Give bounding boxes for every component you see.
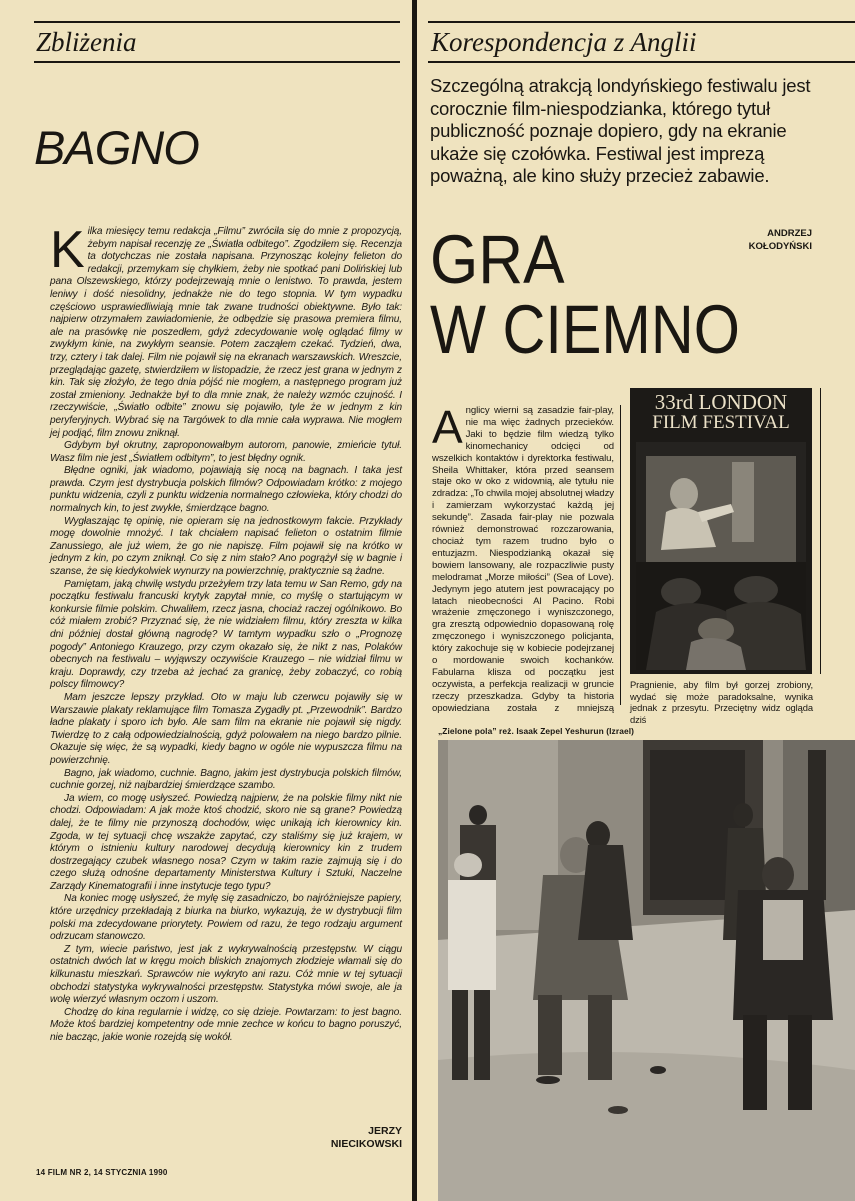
bagno-paragraph: Gdybym był okrutny, zaproponowałbym autorom, panowie, zmieńcie tytuł. Wasz film nie jest „Światłem odbitym”, to jest błędny ognik. [50, 440, 402, 464]
poster-title-line2: FILM FESTIVAL [652, 412, 790, 433]
bagno-paragraph: Z tym, wiecie państwo, jest jak z wykrywalnością przestępstw. W ciągu ostatnich dwóch lat w kręgu moich bliskich znajomych złodzieje włamali się do kilkunastu mieszkań. Sprawców nie wykryto ani razu. Cóż mnie w tej sytuacji obchodzi statystyka wykrywalności przestępstw. Statystyka mówi swoje, ale ja wolę wierzyć własnym oczom i uszom. [50, 943, 402, 1006]
bagno-paragraph: Bagno, jak wiadomo, cuchnie. Bagno, jakim jest dystrybucja polskich filmów, cuchnie gorzej, niż najbardziej śmierdzące szambo. [50, 767, 402, 792]
poster-right-rule [820, 388, 821, 674]
bagno-paragraph: Na koniec mogę usłyszeć, że mylę się zasadniczo, bo najróżniejsze papiery, które urzędnicy przekładają z biurka na biurko, wykazują, że w dystrybucji film polski ma zdecydowane priorytety. Powiem od razu, że tego rodzaju argument odrzucam stanowczo. [50, 893, 402, 943]
gra-author [690, 228, 812, 253]
gra-headline-line1: GRA [430, 221, 565, 298]
bagno-article-body [50, 221, 402, 1114]
zielone-pola-photo [438, 740, 855, 1201]
bagno-paragraph-1 [50, 221, 402, 440]
right-section-rule [428, 61, 855, 63]
photo-scene [438, 740, 855, 1201]
gra-column-rule [620, 405, 621, 705]
bagno-paragraph: Wygłaszając tę opinię, nie opieram się na jednostkowym fakcie. Przykłady mogę dowolnie mnożyć. I tak chciałem napisać felieton o ostatnim filmie Zanussiego, ale już wiem, że go nie napiszę. Film pojawił się na krótko w jednym z kin, po czym zniknął. Co się z nim stało? Ano pogrążył się w bagnie i szanse, że się kiedykolwiek wynurzy na powierzchnię, praktycznie są żadne. [50, 515, 402, 578]
gra-article-body [432, 405, 614, 713]
gra-body-text: nglicy wierni są zasadzie fair-play, nie ma więc żadnych przecieków. Jaki to będzie film wiedzą tylko kinomechanicy odcięci od wszelkich kontaktów i dyrektorka festiwalu, Sheila Whittaker, która przed seansem staje oko w oko z widownią, ale tytułu nie zdradza: „To chwila mojej absolutnej władzy i zamierzam wykorzystać każdą jej sekundę”. Zasada fair-play nie pozwala również demonstrować rozczarowania, chociaż tym razem trudno było o entuzjazm. Niespodzianką okazał się bowiem lansowany, ale rozpaczliwie pusty melodramat „Morze miłości” (Sea of Love). Jedynym jego atutem jest powracający po latach nieobecności Al Pacino. Robi wrażenie zmęczonego i wyniszczonego, gra zresztą odpowiednio dopasowaną rolę zmęczonego i wyniszczonego policjanta, który zakochuje się w kobiecie podejrzanej o mordowanie swoich kochanków. Fabularna klisza od początku jest oczywista, a perfekcja realizacji w gruncie rzeczy przeszkadza. Gdyby ta historia opowiedziana została z mniejszą [432, 405, 614, 713]
left-section-title: Zbliżenia [36, 27, 137, 57]
poster-illustration [636, 442, 806, 670]
bagno-headline: BAGNO [34, 121, 199, 174]
column-divider [412, 0, 417, 1201]
bagno-paragraph: Błędne ogniki, jak wiadomo, pojawiają się nocą na bagnach. I taka jest prawda. Czym jest dystrybucja polskich filmów? Odpowiadam krótko: z mojego punktu widzenia, czyli z punktu widzenia normalnego człowieka, który chodzi do normalnych kin, to jest zwykłe, śmierdzące bagno. [50, 465, 402, 515]
gra-author-first: ANDRZEJ [767, 228, 812, 239]
gra-lede: Szczególną atrakcją londyńskiego festiwalu jest corocznie film-niespodzianka, którego tytuł publiczność poznaje dopiero, gdy na ekranie ukaże się czołówka. Festiwal jest imprezą poważną, ale kino służy przecież zabawie. [430, 75, 811, 186]
left-section-rule [34, 61, 400, 63]
gra-author-last: KOŁODYŃSKI [748, 240, 812, 252]
bagno-author [250, 1125, 402, 1151]
photo-caption: „Zielone pola” reż. Isaak Zepel Yeshurun (Izrael) [438, 726, 635, 736]
bagno-paragraph: Mam jeszcze lepszy przykład. Oto w maju lub czerwcu pojawiły się w Warszawie plakaty reklamujące film Tomasza Zygadły pt. „Przewodnik”. Bardzo ładne plakaty i sporo ich było. Ale sam film na ekranie nie pojawił się nigdy. Twierdzę to z całą odpowiedzialnością, gdyż polowałem na niego bardzo pilnie. Okazuje się więc, że są wypadki, kiedy bagno w ogóle nie wypuszcza filmu na powierzchnię. [50, 691, 402, 766]
bagno-dropcap: K [50, 221, 85, 279]
bagno-author-first: JERZY [368, 1125, 402, 1137]
poster-title-line1: 33rd LONDON [654, 390, 788, 414]
gra-dropcap: A [432, 405, 463, 453]
bagno-paragraph: Chodzę do kina regularnie i widzę, co się dzieje. Powtarzam: to jest bagno. Może ktoś bardziej kompetentny ode mnie zechce w końcu to bagno poruszyć, nie bacząc, jakie wonie rozejdą się wokół. [50, 1006, 402, 1043]
gra-headline-line2: W CIEMNO [430, 291, 740, 368]
bagno-author-last: NIECIKOWSKI [330, 1138, 402, 1150]
bagno-paragraph: Pamiętam, jaką chwilę wstydu przeżyłem trzy lata temu w San Remo, gdy na początku festiwalu francuski krytyk zapytał mnie, co myślę o startującym w konkursie filmie polskim. Chwaliłem, rzecz jasna, chociaż raczej ogólnikowo. Bo cóż miałem zrobić? Przyznać się, że nie widziałem filmu, który zreszta w kilka dni później dostał główną nagrodę? W tamtym wypadku szło o „Prognozę pogody” Antoniego Krauzego, przy czym okazało się, że nikt z nas, Polaków obecnych na festiwalu – wyjąwszy oczywiście Krauzego – nie widział filmu w kraju. Doprawdy, czy trzeba aż jechać za granicę, żeby zobaczyć, co robią polscy filmowcy? [50, 578, 402, 691]
right-top-rule [428, 21, 855, 23]
festival-poster-image [630, 388, 812, 674]
poster-adjacent-text: Pragnienie, aby film był gorzej zrobiony, wydać się może paradoksalne, wynika jednak z przesytu. Przeciętny widz ogląda dziś [630, 679, 813, 725]
right-section-title: Korespondencja z Anglii [431, 27, 697, 57]
page-footer: 14 FILM NR 2, 14 STYCZNIA 1990 [36, 1168, 168, 1177]
left-top-rule [34, 21, 400, 23]
gra-paragraph [432, 405, 614, 713]
bagno-paragraph: Ja wiem, co mogę usłyszeć. Powiedzą najpierw, że na polskie filmy nikt nie chodzi. Odpowiadam: A jak może ktoś chodzić, skoro nie są grane? Powiedzą dalej, że te filmy nie przynoszą dochodów, więc unikają ich kierownicy kin. Zgoda, w tej sytuacji chcę wszakże zapytać, czy staliśmy się już krajem, w którym o istnieniu kultury narodowej decydują kierownicy kin z trudem dostrzegający czubek własnego nosa? Czym w takim razie zajmują się i do czego służą odnośne departamenty Ministerstwa Kultury i Sztuki, Naczelne Zarządy Kinematografii i inne instytucje tego typu? [50, 792, 402, 892]
bagno-paragraph-1-text: ilka miesięcy temu redakcja „Filmu” zwróciła się do mnie z propozycją, żebym napisał recenzję ze „Światła odbitego”. Zgodziłem się. Recenzja ta dotychczas nie została napisana. Przynosząc kolejny felieton do redakcji, przemykam się chyłkiem, żeby nie spotkać pani Dolińskiej lub pana Olszewskiego, którzy podejrzewają mnie o lenistwo. To prawda, jestem leniwy i dość niesolidny, jednakże nie do tego stopnia. W tym wypadku częściowo usprawiedliwiają mnie tak zwane trudności obiektywne. Było tak: najpierw otrzymałem zawiadomienie, że odbędzie się prasowa premiera filmu, ale na prasówkę nie poszedłem, gdyż zdecydowanie wolę oglądać filmy w zwykłym kinie, na zwykłym seansie. Potem zacząłem czekać. Tydzień, dwa, trzy, cztery i tak dalej. Film nie pojawił się na ekranach warszawskich. Wreszcie, przeglądając gazetę, stwierdziłem w listopadzie, że rzecz jest grana w jednym z kin. Tak się złożyło, że tego dnia pójść nie mogłem, a następnego program już został zmieniony. Jednakże był to dla mnie znak, że należy wzmóc czujność. I rzeczywiście, „Światło odbite” znowu się pojawiło, tyle że w jednym z kin peryferyjnych. Wybrać się na Targówek to dla mnie cała wyprawa. Nie mogłem jej podjąć, film znowu zniknął. [50, 226, 402, 439]
